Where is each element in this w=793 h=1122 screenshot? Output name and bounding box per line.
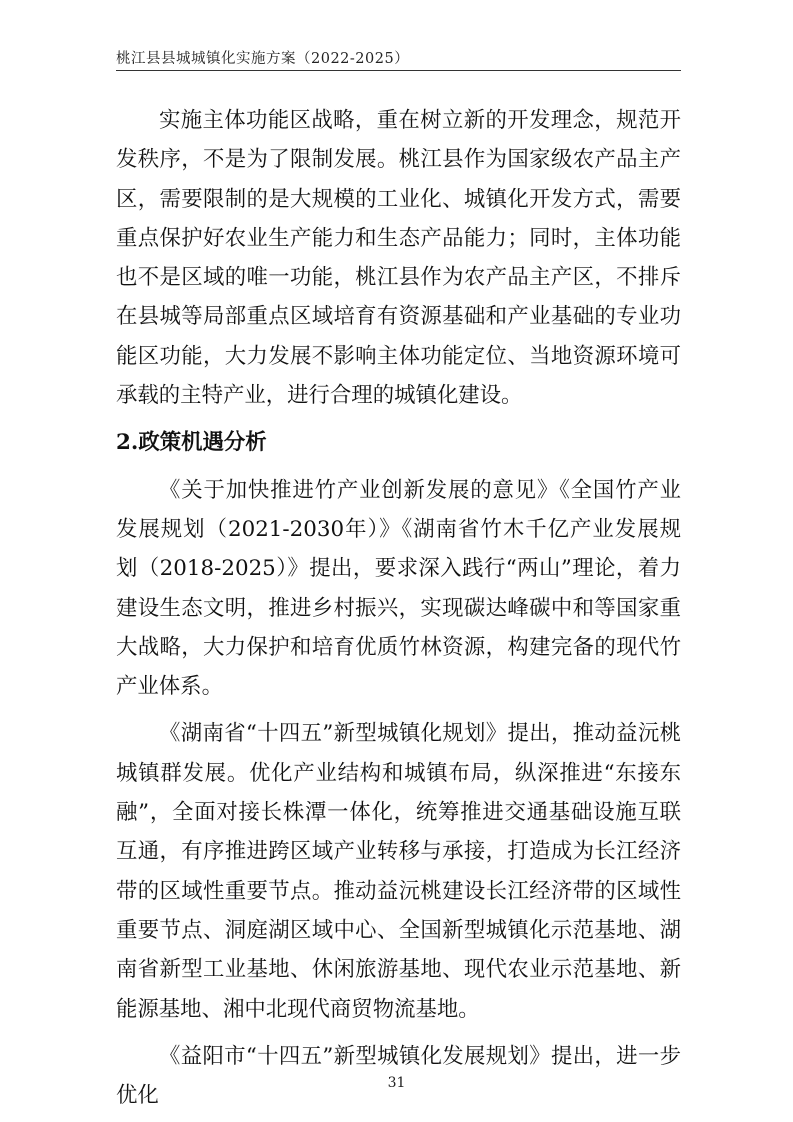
main-content <box>116 101 681 1115</box>
running-header: 桃江县县城城镇化实施方案（2022-2025） <box>116 51 410 67</box>
paragraph-yiyang-urbanization: 《益阳市“十四五”新型城镇化发展规划》提出，进一步优化 <box>116 1043 681 1109</box>
paragraph-gap <box>116 1029 681 1037</box>
paragraph-gap <box>116 463 681 471</box>
section-heading: 2.政策机遇分析 <box>116 430 267 456</box>
page-number: 31 <box>387 1075 406 1091</box>
paragraph-hunan-urbanization: 《湖南省“十四五”新型城镇化规划》提出，推动益沅桃城镇群发展。优化产业结构和城镇布局，纵深推进“东接东融”，全面对接长株潭一体化，统筹推进交通基础设施互联互通，有序推进跨区域产业转移与承接，打造成为长江经济带的区域性重要节点。推动益沅桃建设长江经济带的区域性重要节点、洞庭湖区域中心、全国新型城镇化示范基地、湖南省新型工业基地、休闲旅游基地、现代农业示范基地、新能源基地、湘中北现代商贸物流基地。 <box>116 721 681 1022</box>
paragraph-gap <box>116 706 681 714</box>
paragraph-gap <box>116 415 681 423</box>
paragraph-bamboo-policy: 《关于加快推进竹产业创新发展的意见》《全国竹产业发展规划（2021-2030年）》《湖南省竹木千亿产业发展规划（2018-2025）》提出，要求深入践行“两山”理论，着力建设生态文明，推进乡村振兴，实现碳达峰碳中和等国家重大战略，大力保护和培育优质竹林资源，构建完备的现代竹产业体系。 <box>116 477 681 700</box>
paragraph-main-function-strategy: 实施主体功能区战略，重在树立新的开发理念，规范开发秩序，不是为了限制发展。桃江县作为国家级农产品主产区，需要限制的是大规模的工业化、城镇化开发方式，需要重点保护好农业生产能力和生态产品能力；同时，主体功能也不是区域的唯一功能，桃江县作为农产品主产区，不排斥在县城等局部重点区域培育有资源基础和产业基础的专业功能区功能，大力发展不影响主体功能定位、当地资源环境可承载的主特产业，进行合理的城镇化建设。 <box>116 108 681 409</box>
header-divider <box>116 70 681 71</box>
